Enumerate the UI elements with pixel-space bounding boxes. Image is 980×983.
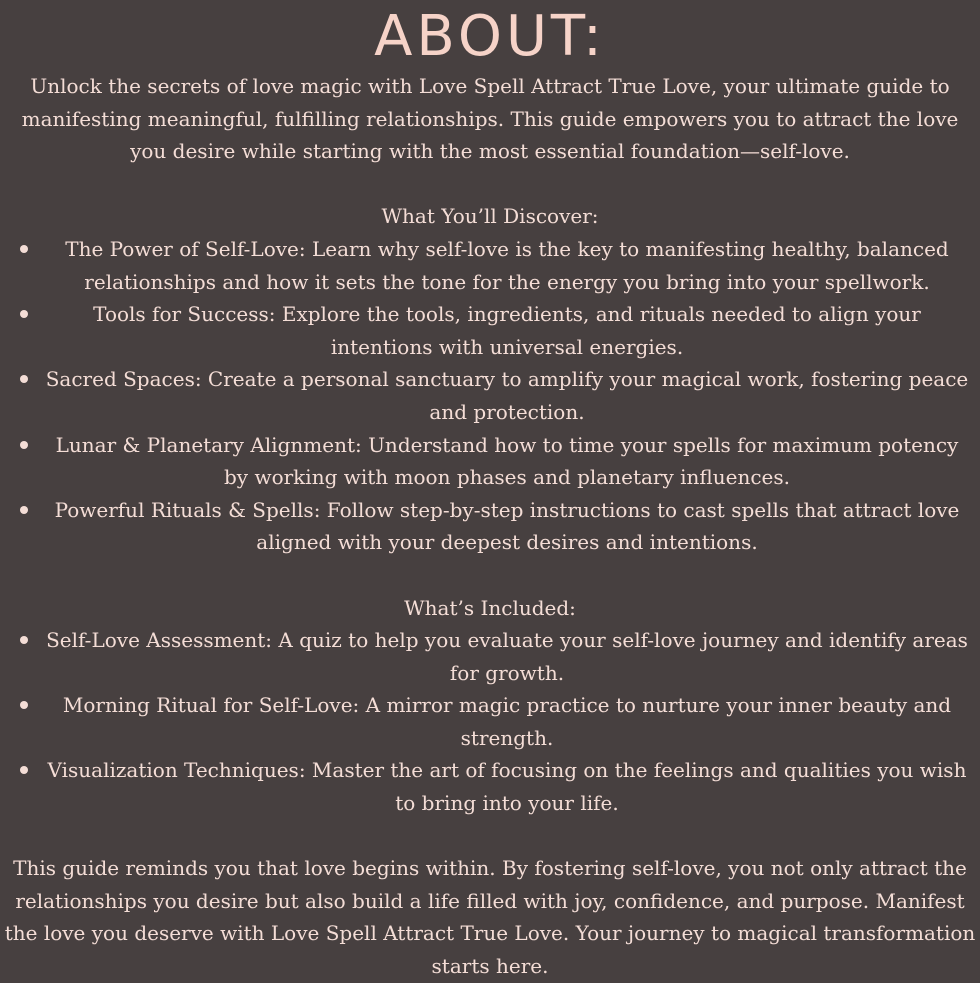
bullet-icon — [20, 245, 28, 253]
discover-heading: What You’ll Discover: — [381, 204, 599, 229]
list-item — [4, 754, 976, 819]
bullet-icon — [20, 701, 28, 709]
closing-paragraph: This guide reminds you that love begins within. By fostering self-love, you not only attract the relationships you desire but also build a life filled with joy, confidence, and purpose. Manifest the love you deserve with Love Spell Attract True Love. Your journey to magical transformation starts here. — [4, 856, 976, 979]
list-item — [4, 233, 976, 298]
spacer — [4, 820, 976, 853]
list-item-text: The Power of Self-Love: Learn why self-love is the key to manifesting healthy, balanced relationships and how it sets the tone for the energy you bring into your spellwork. — [65, 236, 949, 294]
list-item-text: Self-Love Assessment: A quiz to help you evaluate your self-love journey and identify areas for growth. — [46, 628, 968, 685]
list-item-text: Lunar & Planetary Alignment: Understand how to time your spells for maximum potency by working with moon phases and planetary influences. — [55, 432, 959, 490]
spacer — [4, 559, 976, 592]
list-item-text: Visualization Techniques: Master the art of focusing on the feelings and qualities you wish to bring into your life. — [47, 758, 967, 816]
intro-paragraph: Unlock the secrets of love magic with Love Spell Attract True Love, your ultimate guide to manifesting meaningful, fulfilling relationships. This guide empowers you to attract the love you desire while starting with the most essential foundation—self-love. — [21, 74, 959, 164]
included-list — [4, 624, 976, 820]
list-item — [4, 689, 976, 754]
list-item — [4, 363, 976, 428]
list-item — [4, 298, 976, 363]
list-item-text: Morning Ritual for Self-Love: A mirror magic practice to nurture your inner beauty and strength. — [62, 693, 952, 750]
bullet-icon — [20, 441, 28, 449]
list-item-text: Sacred Spaces: Create a personal sanctuary to amplify your magical work, fostering peace and protection. — [45, 367, 969, 424]
list-item-text: Powerful Rituals & Spells: Follow step-by-step instructions to cast spells that attract love aligned with your deepest desires and intentions. — [54, 497, 960, 555]
bullet-icon — [20, 310, 28, 318]
list-item-text: Tools for Success: Explore the tools, ingredients, and rituals needed to align your intentions with universal energies. — [93, 302, 921, 359]
bullet-icon — [20, 506, 28, 514]
spacer — [4, 168, 976, 201]
bullet-icon — [20, 375, 28, 383]
included-heading: What’s Included: — [404, 595, 576, 620]
page-title: ABOUT: — [374, 4, 606, 69]
discover-list — [4, 233, 976, 559]
list-item — [4, 429, 976, 494]
bullet-icon — [20, 766, 28, 774]
bullet-icon — [20, 636, 28, 644]
list-item — [4, 494, 976, 559]
list-item — [4, 624, 976, 689]
